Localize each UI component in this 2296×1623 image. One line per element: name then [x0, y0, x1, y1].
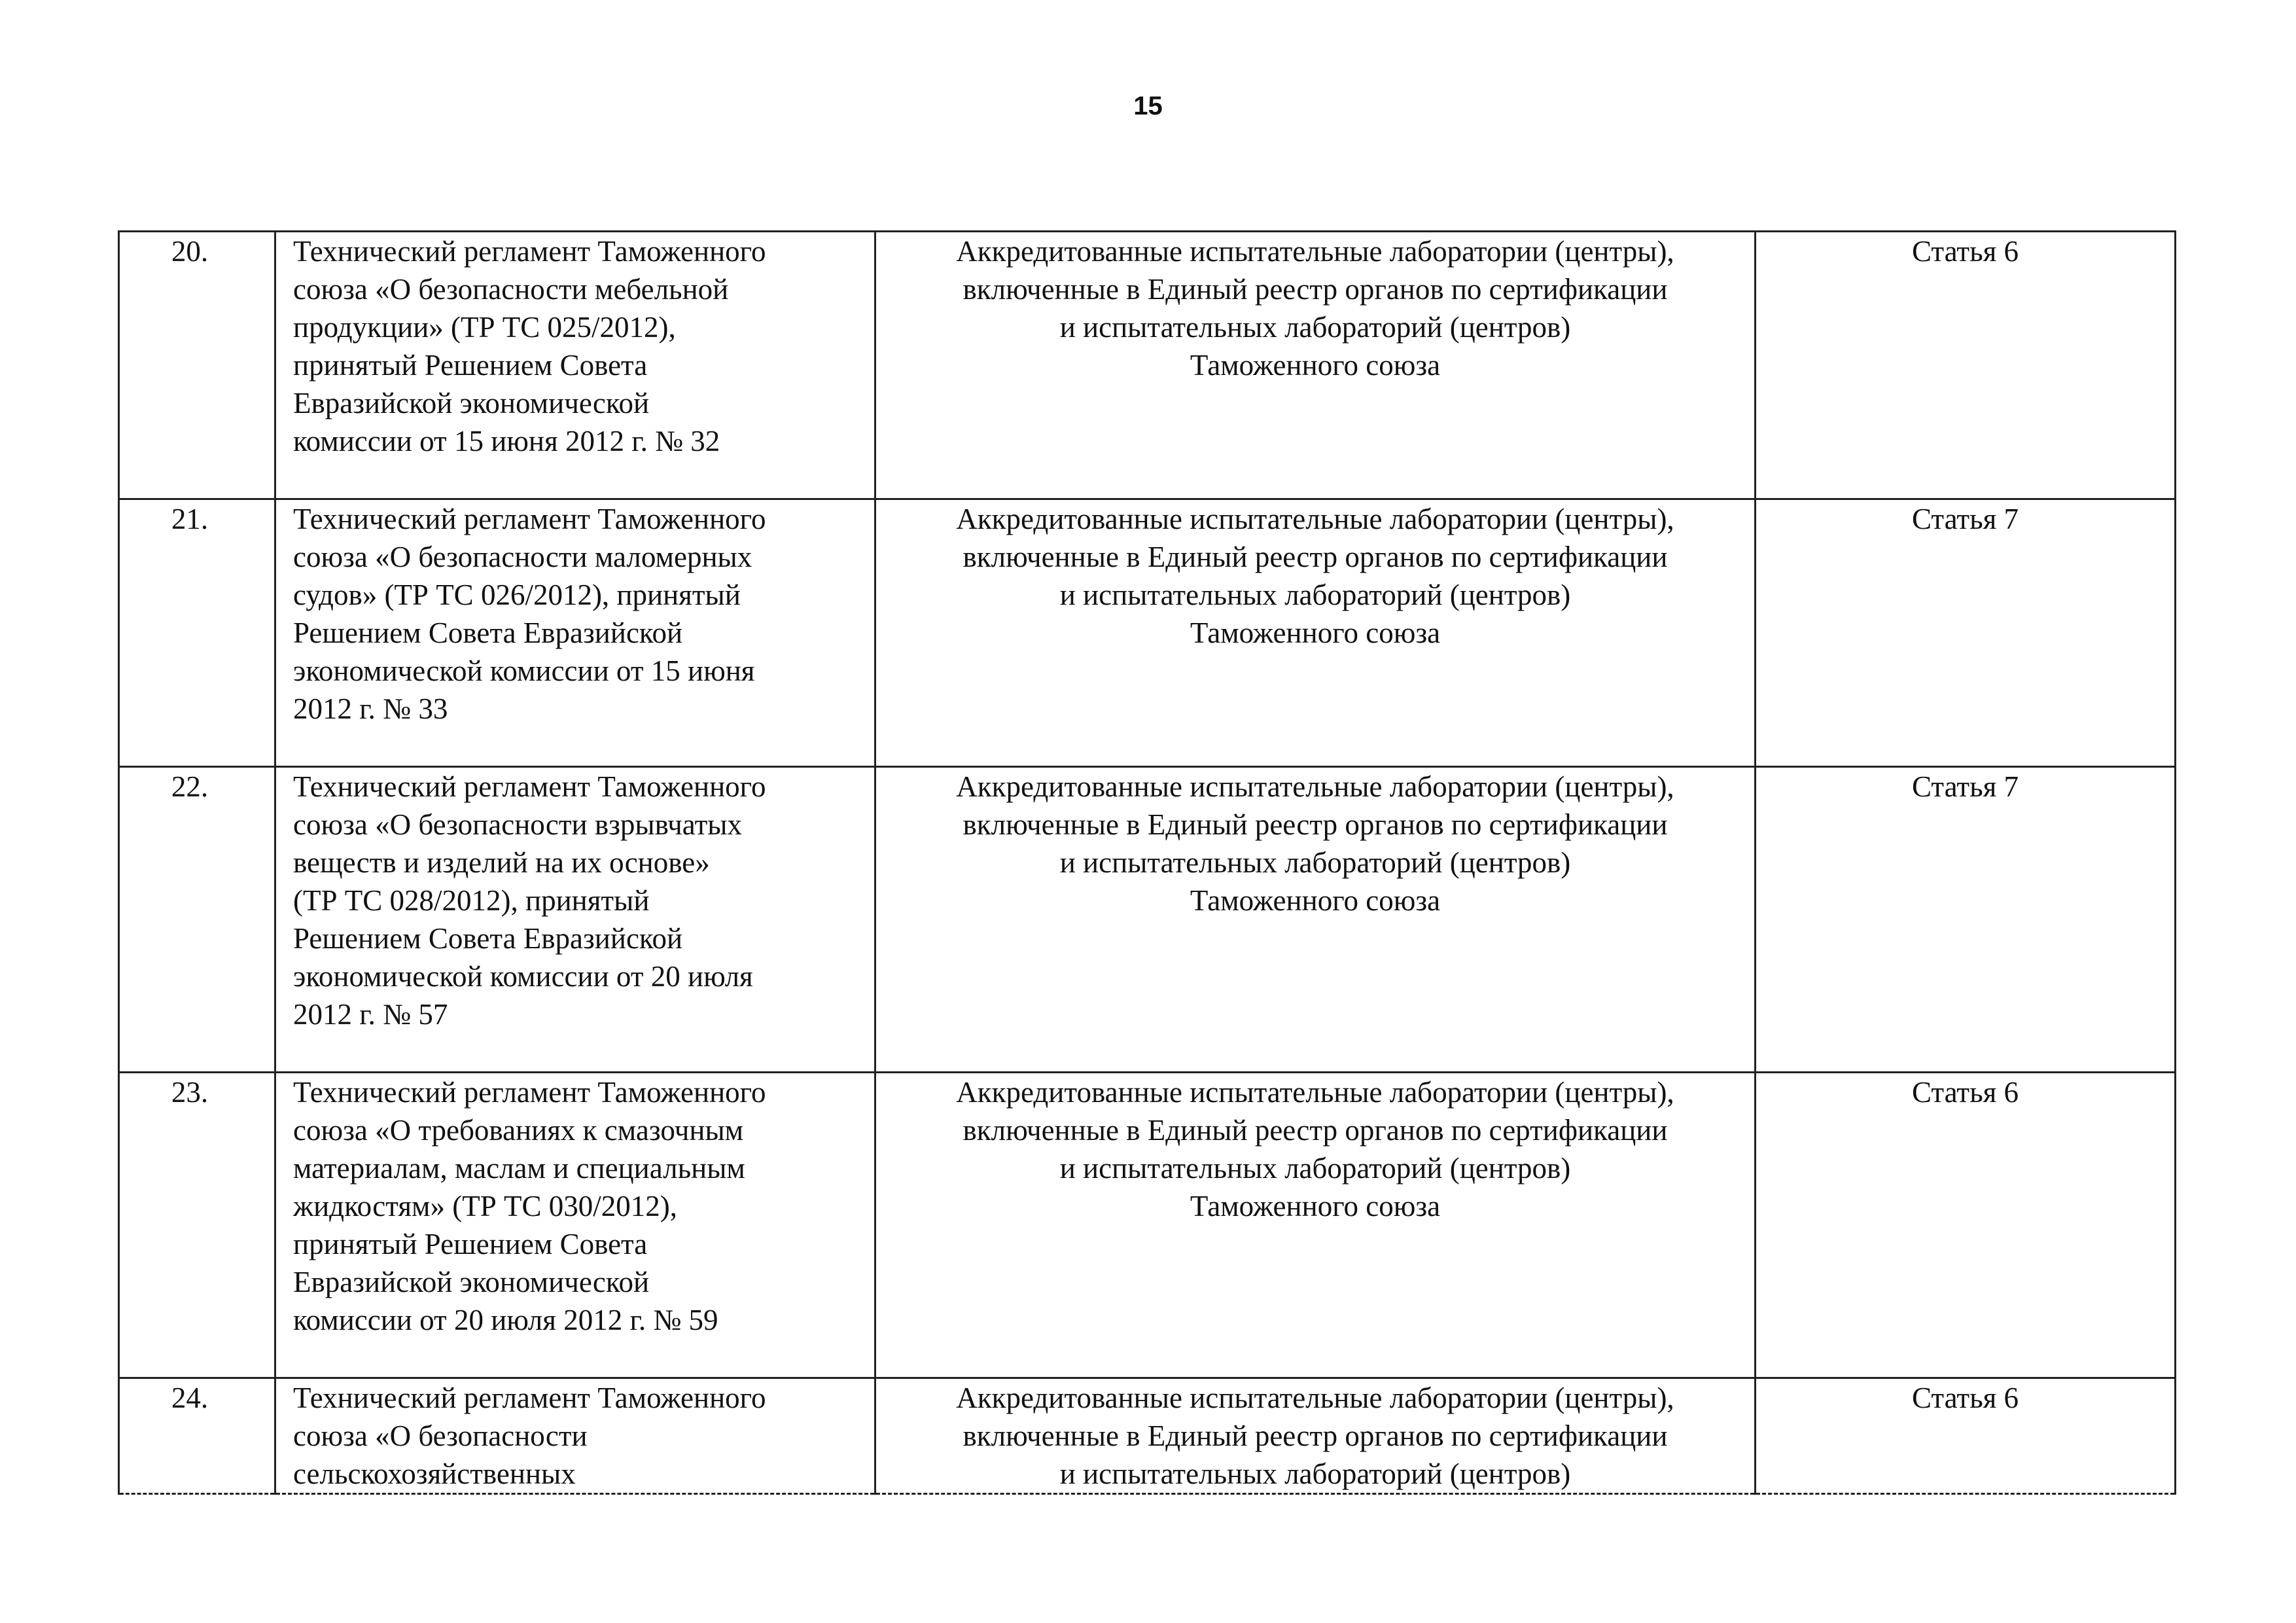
regulation-cell: Технический регламент Таможенного союза «О безопасности сельскохозяйственных [275, 1378, 875, 1494]
row-number: 22. [119, 767, 275, 1073]
table-row [119, 1073, 2176, 1378]
article-cell: Статья 7 [1756, 767, 2176, 1073]
table-row [119, 232, 2176, 499]
conformity-bodies-cell: Аккредитованные испытательные лаборатории (центры), включенные в Единый реестр органов по сертификации и испытательных лабораторий (центров) [875, 1378, 1756, 1494]
row-number: 21. [119, 499, 275, 767]
table-row [119, 1378, 2176, 1494]
page-number: 15 [1133, 92, 1163, 120]
regulation-cell: Технический регламент Таможенного союза «О требованиях к смазочным материалам, маслам и специальным жидкостям» (ТР ТС 030/2012), принятый Решением Совета Евразийской экономической комиссии от 20 июля 2012 г. № 59 [275, 1073, 875, 1378]
regulation-cell: Технический регламент Таможенного союза «О безопасности маломерных судов» (ТР ТС 026/2012), принятый Решением Совета Евразийской экономической комиссии от 15 июня 2012 г. № 33 [275, 499, 875, 767]
conformity-bodies-cell: Аккредитованные испытательные лаборатории (центры), включенные в Единый реестр органов по сертификации и испытательных лабораторий (центров) Таможенного союза [875, 232, 1756, 499]
row-number: 24. [119, 1378, 275, 1494]
row-number: 20. [119, 232, 275, 499]
article-cell: Статья 7 [1756, 499, 2176, 767]
conformity-bodies-cell: Аккредитованные испытательные лаборатории (центры), включенные в Единый реестр органов по сертификации и испытательных лабораторий (центров) Таможенного союза [875, 767, 1756, 1073]
article-cell: Статья 6 [1756, 232, 2176, 499]
article-cell: Статья 6 [1756, 1073, 2176, 1378]
regulation-cell: Технический регламент Таможенного союза «О безопасности взрывчатых веществ и изделий на их основе» (ТР ТС 028/2012), принятый Решением Совета Евразийской экономической комиссии от 20 июля 2012 г. № 57 [275, 767, 875, 1073]
row-number: 23. [119, 1073, 275, 1378]
table-row [119, 499, 2176, 767]
table-row [119, 767, 2176, 1073]
regulations-table [118, 230, 2176, 1495]
conformity-bodies-cell: Аккредитованные испытательные лаборатории (центры), включенные в Единый реестр органов по сертификации и испытательных лабораторий (центров) Таможенного союза [875, 499, 1756, 767]
article-cell: Статья 6 [1756, 1378, 2176, 1494]
regulation-cell: Технический регламент Таможенного союза «О безопасности мебельной продукции» (ТР ТС 025/2012), принятый Решением Совета Евразийской экономической комиссии от 15 июня 2012 г. № 32 [275, 232, 875, 499]
conformity-bodies-cell: Аккредитованные испытательные лаборатории (центры), включенные в Единый реестр органов по сертификации и испытательных лабораторий (центров) Таможенного союза [875, 1073, 1756, 1378]
